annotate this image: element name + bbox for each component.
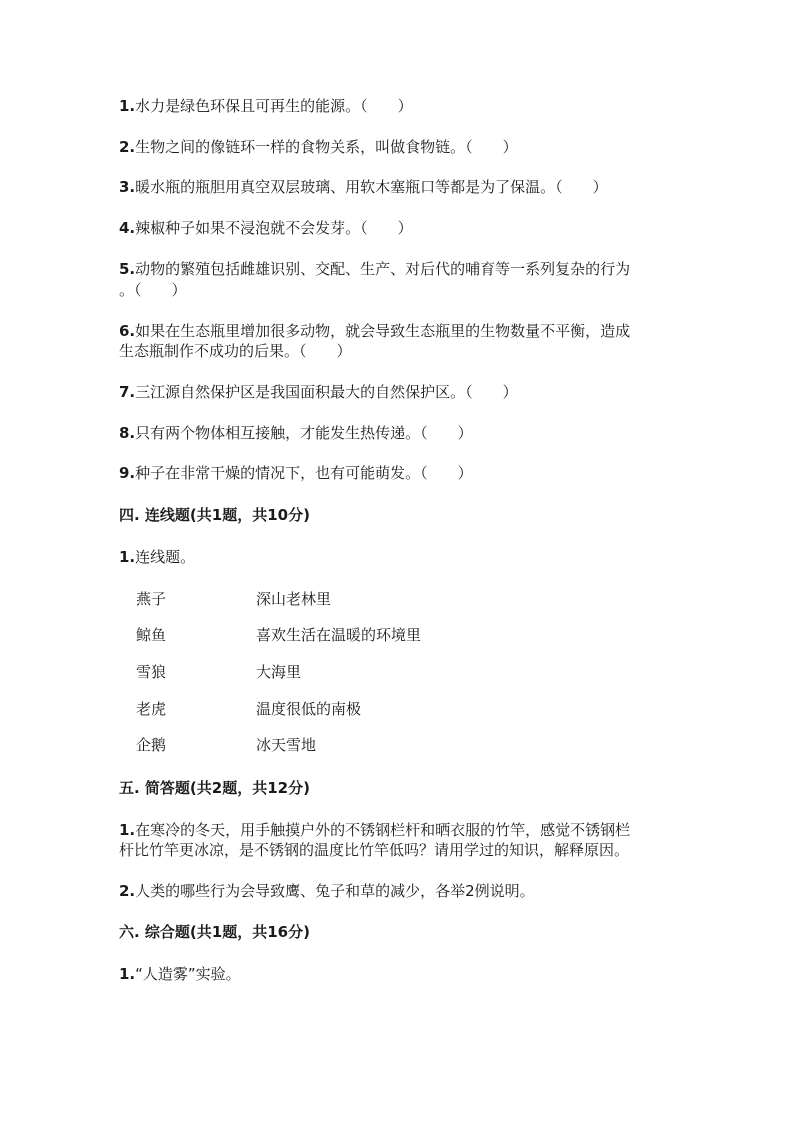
item-text: 水力是绿色环保且可再生的能源。（ ）: [135, 97, 413, 115]
judgement-item-6: [119, 321, 679, 341]
item-number: 2.: [119, 138, 136, 156]
judgement-item-6-continued: [119, 341, 679, 361]
item-text: 人类的哪些行为会导致鹰、兔子和草的减少，各举2例说明。: [135, 882, 535, 900]
animal-label: 雪狼: [136, 663, 167, 681]
matching-question: [119, 547, 679, 567]
item-text: 三江源自然保护区是我国面积最大的自然保护区。（ ）: [135, 383, 518, 401]
habitat-label: 冰天雪地: [256, 736, 317, 754]
animal-label: 鲸鱼: [136, 626, 167, 644]
item-number: 2.: [119, 882, 136, 900]
habitat-label: 喜欢生活在温暖的环境里: [256, 626, 422, 644]
item-text: 连线题。: [135, 548, 196, 566]
item-number: 1.: [119, 965, 136, 983]
item-number: 1.: [119, 97, 136, 115]
item-number: 8.: [119, 424, 136, 442]
section-heading-comprehensive: 六. 综合题(共1题，共16分): [119, 923, 310, 941]
item-number: 1.: [119, 821, 136, 839]
item-text: 如果在生态瓶里增加很多动物，就会导致生态瓶里的生物数量不平衡，造成: [135, 322, 631, 340]
habitat-label: 深山老林里: [256, 590, 332, 608]
item-number: 9.: [119, 464, 136, 482]
item-text: “人造雾”实验。: [135, 965, 241, 983]
comprehensive-question-1: [119, 964, 679, 984]
item-number: 1.: [119, 548, 136, 566]
judgement-item-5-continued: [119, 280, 679, 300]
judgement-item-1: [119, 96, 679, 116]
judgement-item-3: [119, 177, 679, 197]
animal-label: 燕子: [136, 590, 167, 608]
item-text-continued: 生态瓶制作不成功的后果。（ ）: [119, 342, 352, 360]
short-answer-question-2: [119, 881, 679, 901]
judgement-item-7: [119, 382, 679, 402]
matching-row: [136, 662, 656, 682]
matching-row: [136, 699, 656, 719]
judgement-item-9: [119, 463, 679, 483]
matching-row: [136, 589, 656, 609]
item-text-continued: 杆比竹竿更冰凉，是不锈钢的温度比竹竿低吗？请用学过的知识，解释原因。: [119, 841, 630, 859]
item-text: 辣椒种子如果不浸泡就不会发芽。（ ）: [135, 219, 413, 237]
item-text: 种子在非常干燥的情况下，也有可能萌发。（ ）: [135, 464, 473, 482]
habitat-label: 大海里: [256, 663, 302, 681]
animal-label: 老虎: [136, 700, 167, 718]
matching-row: [136, 735, 656, 755]
judgement-item-4: [119, 218, 679, 238]
item-text: 在寒冷的冬天，用手触摸户外的不锈钢栏杆和晒衣服的竹竿，感觉不锈钢栏: [135, 821, 631, 839]
item-number: 7.: [119, 383, 136, 401]
judgement-item-5: [119, 259, 679, 279]
item-number: 6.: [119, 322, 136, 340]
item-number: 3.: [119, 178, 136, 196]
item-text-continued: 。（ ）: [119, 281, 187, 299]
item-text: 动物的繁殖包括雌雄识别、交配、生产、对后代的哺育等一系列复杂的行为: [135, 260, 631, 278]
judgement-item-8: [119, 423, 679, 443]
item-text: 只有两个物体相互接触，才能发生热传递。（ ）: [135, 424, 473, 442]
section-heading-short-answer: 五. 简答题(共2题，共12分): [119, 779, 310, 797]
item-text: 暖水瓶的瓶胆用真空双层玻璃、用软木塞瓶口等都是为了保温。（ ）: [135, 178, 608, 196]
item-number: 4.: [119, 219, 136, 237]
item-text: 生物之间的像链环一样的食物关系，叫做食物链。（ ）: [135, 138, 518, 156]
judgement-item-2: [119, 137, 679, 157]
short-answer-question-1: [119, 820, 679, 840]
matching-row: [136, 625, 656, 645]
short-answer-question-1-continued: [119, 840, 679, 860]
animal-label: 企鹅: [136, 736, 167, 754]
habitat-label: 温度很低的南极: [256, 700, 362, 718]
section-heading-matching: 四. 连线题(共1题，共10分): [119, 506, 310, 524]
item-number: 5.: [119, 260, 136, 278]
